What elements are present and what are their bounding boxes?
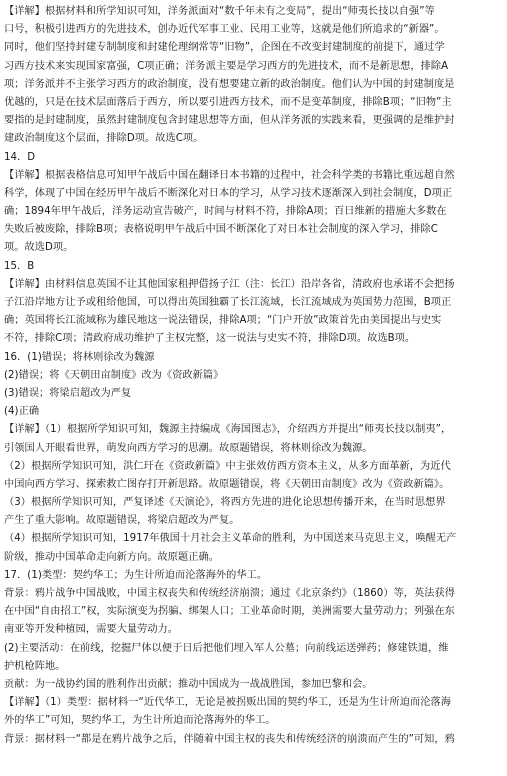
text-line: 子江沿岸地方让予或租给他国，可以得出英国独霸了长江流域，长江流域成为英国势力范围，B项正 [4,297,452,308]
text-line: 确；1894年甲午战后，洋务运动宣告破产，时间与材料不符，排除A项；百日维新的措施大多数在 [4,206,447,218]
text-line: 背景：据材料一“都是在鸦片战争之后，伴随着中国主权的丧失和传统经济的崩溃而产生的”可知，鸦 [4,733,455,745]
text-line: 贡献：为一战协约国的胜利作出贡献；推动中国成为一战战胜国，参加巴黎和会。 [4,678,373,690]
text-line: 产生了重大影响。故原题错误，将梁启超改为严复。 [4,515,240,527]
text-line: 【详解】根据表格信息可知甲午战后中国在翻译日本书籍的过程中，社会科学类的书籍比重远超自然 [4,169,455,181]
text-line: 习西方技术来实现国家富强，C项正确；洋务派主要是学习西方的先进技术，而不是新思想，排除A [4,60,449,72]
text-line: (4)正确 [4,406,40,418]
text-line: 项。故选D项。 [4,242,74,254]
text-line: 不符，排除C项；清政府成功维护了主权完整，这一说法与史实不符，排除D项。故选B项。 [4,333,416,345]
text-line: 同时，他们坚持封建专制制度和封建伦理纲常等“旧物”，企图在不改变封建制度的前提下，通过学 [4,42,445,54]
text-line: 引领国人开眼看世界，萌发向西方学习的思潮。故原题错误，将林则徐改为魏源。 [4,442,373,454]
text-line: 【详解】由材料信息英国不让其他国家租押借扬子江（注：长江）沿岸各省，清政府也承诺不会把扬 [4,278,455,290]
text-line: 确；英国将长江流域称为雄民地这一说法错误，排除A项；“门户开放”政策首先由美国提出与史实 [4,315,442,327]
text-line: （4）根据所学知识可知，1917年俄国十月社会主义革命的胜利，为中国送来马克思主义，唤醒无产 [4,533,457,545]
text-line: 14．D [4,151,36,163]
text-line: 外的华工”可知，契约华工，为生计所迫而沦落海外的华工。 [4,715,276,727]
text-line: 【详解】（1）类型：据材料一“近代华工，无论是被拐贩出国的契约华工，还是为生计所迫而沦落海 [4,697,451,709]
text-line: (2)错误；将《天朝田亩制度》改为《资政新篇》 [4,369,224,381]
text-line: 中国向西方学习、探索救亡图存打开新思路。故原题错误，将《天朝田亩制度》改为《资政新篇》。 [4,478,450,490]
text-line: 口号，积极引进西方的先进技术，创办近代军事工业、民用工业等，这就是他们所追求的“新器”。 [4,24,445,36]
text-line: 背景：鸦片战争中国战败，中国主权丧失和传统经济崩溃；通过《北京条约》（1860）等，英法获得 [4,588,455,599]
text-line: 建政治制度这个层面，排除D项。故选C项。 [4,133,204,145]
text-line: 优越的，只是在技术层面落后于西方，所以要引进西方技术，而不是变革制度，排除B项；“旧物”主 [4,96,452,108]
text-line: 【详解】根据材料和所学知识可知，洋务派面对“数千年未有之变局”，提出“师夷长技以自强”等 [4,6,435,17]
text-line: 要指的是封建制度，虽然封建制度包含封建思想等方面，但从洋务派的实践来看，更强调的是维护封 [4,115,455,127]
text-line: 17．(1)类型：契约华工；为生计所迫而沦落海外的华工。 [4,569,268,581]
text-line: 阶级，推动中国革命走向新方向。故原题正确。 [4,551,219,563]
text-line: (3)错误；将梁启超改为严复 [4,387,132,399]
text-line: 项；洋务派并不主张学习西方的政治制度，没有想要建立新的政治制度。他们认为中国的封建制度是 [4,78,455,90]
text-line: （3）根据所学知识可知，严复译述《天演论》，将西方先进的进化论思想传播开来，在当时思想界 [4,497,446,509]
text-line: 16．(1)错误；将林则徐改为魏源 [4,351,155,363]
text-line: 护机枪阵地。 [4,660,66,672]
text-line: 在中国“自由招工”权，实际演变为拐骗、绑架人口；工业革命时期，美洲需要大量劳动力；列强在东 [4,606,455,618]
text-line: 【详解】（1）根据所学知识可知，魏源主持编成《海国图志》，介绍西方并提出“师夷长技以制夷”， [4,424,452,436]
text-line: 科学，体现了中国在经历甲午战后不断深化对日本的学习，从学习技术逐渐深入到社会制度，D项正 [4,187,453,199]
text-line: 南亚等开发种植园，需要大量劳动力。 [4,624,179,636]
text-line: 15．B [4,260,35,272]
text-line: 失败后被废除，排除B项；表格说明甲午战后中国不断深化了对日本社会制度的深入学习，排除C [4,224,438,236]
text-line: （2）根据所学知识可知，洪仁玕在《资政新篇》中主张效仿西方资本主义，从多方面革新，为近代 [4,460,451,472]
text-line: (2)主要活动：在前线，挖掘尸体以便于日后把他们埋入军人公墓；向前线运送弹药；修建铁道，维 [4,642,449,654]
